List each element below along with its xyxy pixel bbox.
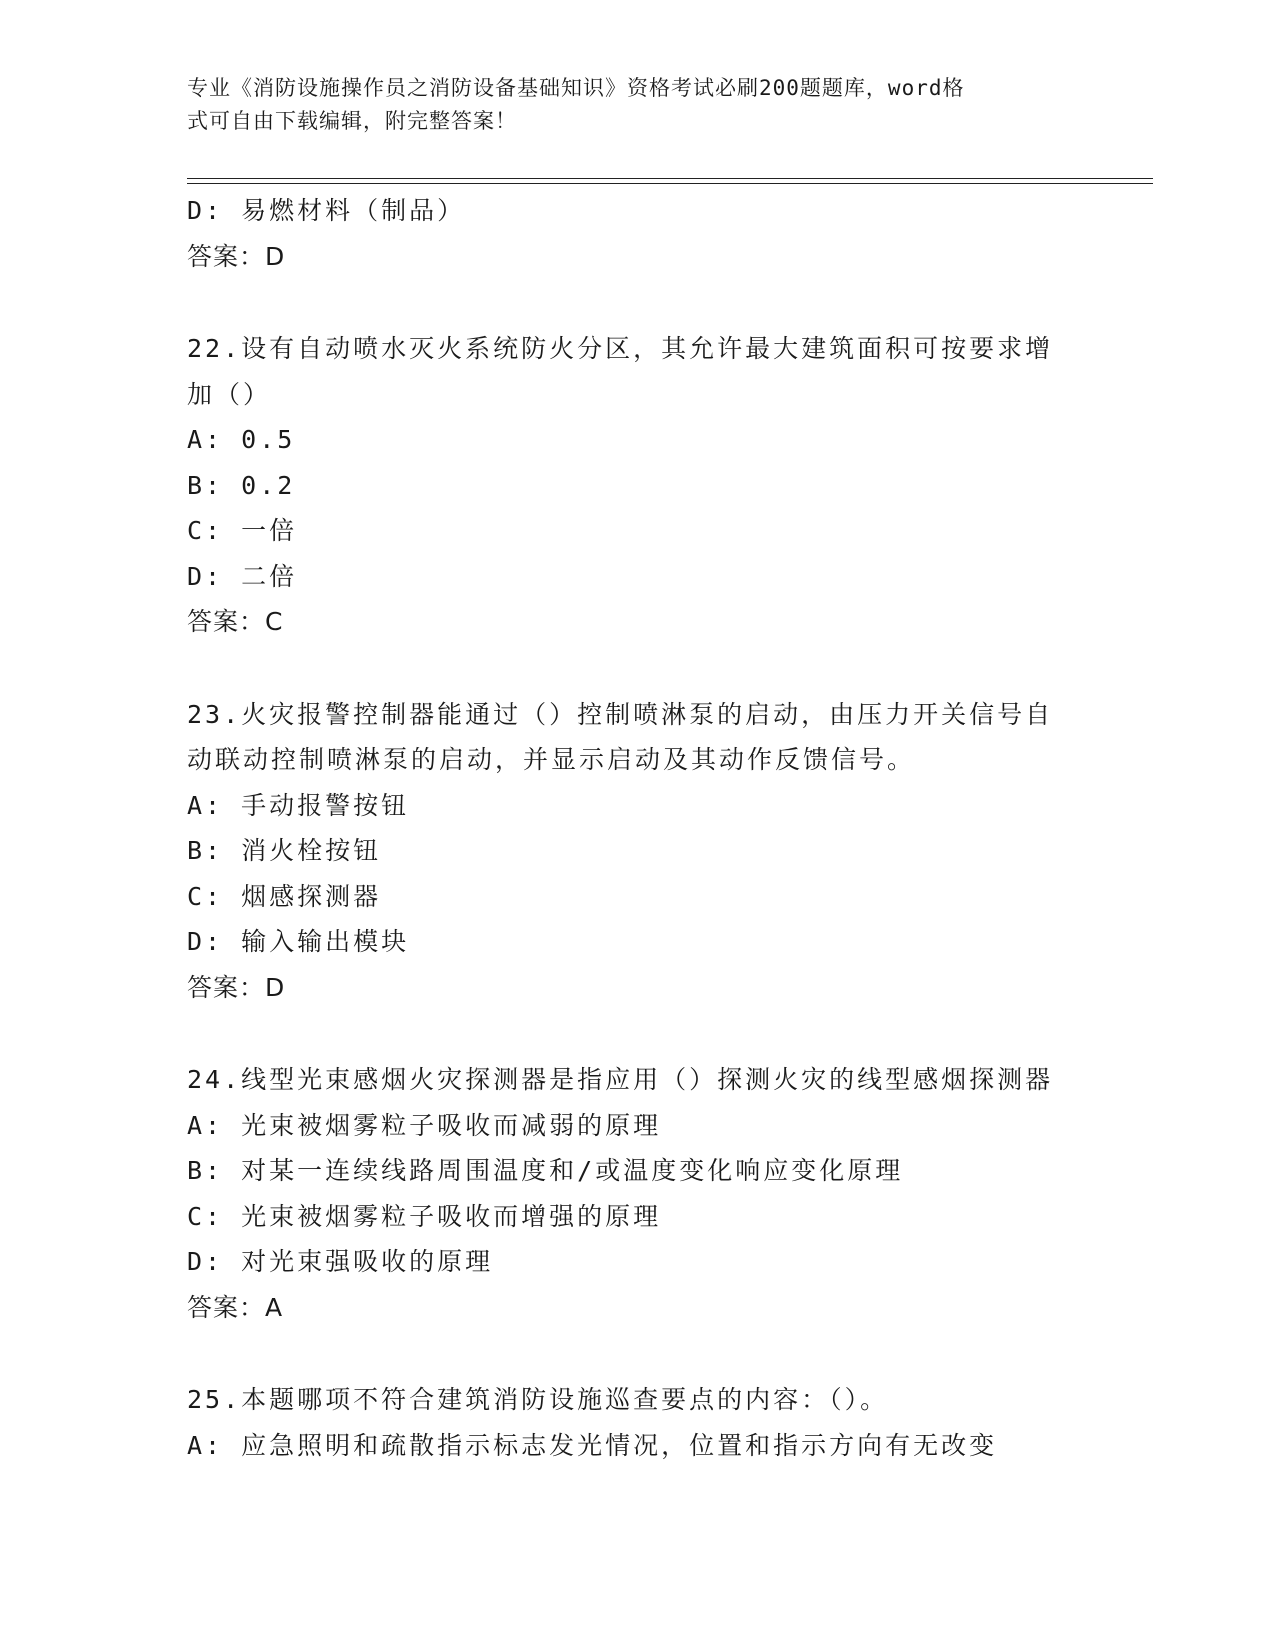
question-stem-line: 加（） — [187, 379, 272, 409]
question-stem-line: 动联动控制喷淋泵的启动，并显示启动及其动作反馈信号。 — [187, 745, 916, 774]
answer: 答案：D — [187, 972, 286, 1002]
question-stem-line: 24.线型光束感烟火灾探测器是指应用（）探测火灾的线型感烟探测器 — [187, 1065, 1054, 1094]
option-a: A: 光束被烟雾粒子吸收而减弱的原理 — [187, 1110, 662, 1140]
option-a: A: 应急照明和疏散指示标志发光情况，位置和指示方向有无改变 — [187, 1430, 998, 1460]
option-c: C: 光束被烟雾粒子吸收而增强的原理 — [187, 1201, 662, 1231]
option-a: A: 0.5 — [187, 425, 296, 454]
option-b: B: 对某一连续线路周围温度和/或温度变化响应变化原理 — [187, 1156, 904, 1185]
option-d: D: 二倍 — [187, 561, 298, 591]
header-rule-top — [187, 178, 1153, 179]
option-b: B: 0.2 — [187, 470, 296, 500]
answer: 答案：D — [187, 241, 286, 271]
question-stem-line: 23.火灾报警控制器能通过（）控制喷淋泵的启动，由压力开关信号自 — [187, 699, 1054, 729]
spacer — [187, 1010, 1087, 1057]
option-c: C: 烟感探测器 — [187, 881, 382, 911]
option-b: B: 消火栓按钮 — [187, 836, 382, 865]
spacer — [187, 645, 1087, 692]
option-a: A: 手动报警按钮 — [187, 790, 410, 820]
spacer — [187, 279, 1087, 326]
question-25 — [187, 1377, 1087, 1468]
document-header — [187, 72, 1067, 138]
spacer — [187, 1330, 1087, 1377]
question-list — [187, 188, 1087, 1468]
option-d: D: 对光束强吸收的原理 — [187, 1247, 494, 1276]
question-23 — [187, 692, 1087, 1011]
option-d: D: 易燃材料（制品） — [187, 196, 466, 225]
question-22 — [187, 326, 1087, 645]
question-stem-line: 22.设有自动喷水灭火系统防火分区，其允许最大建筑面积可按要求增 — [187, 334, 1054, 363]
question-21-tail — [187, 188, 1087, 279]
header-title-line-1: 专业《消防设施操作员之消防设备基础知识》资格考试必刷200题题库，word格 — [187, 76, 965, 100]
question-24 — [187, 1057, 1087, 1330]
option-d: D: 输入输出模块 — [187, 927, 410, 956]
question-stem-line: 25.本题哪项不符合建筑消防设施巡查要点的内容：（）。 — [187, 1385, 889, 1414]
header-title-line-2: 式可自由下载编辑，附完整答案！ — [187, 109, 517, 133]
option-c: C: 一倍 — [187, 516, 298, 545]
answer: 答案：A — [187, 1292, 284, 1322]
header-rule-bottom — [187, 183, 1153, 184]
answer: 答案：C — [187, 607, 284, 636]
